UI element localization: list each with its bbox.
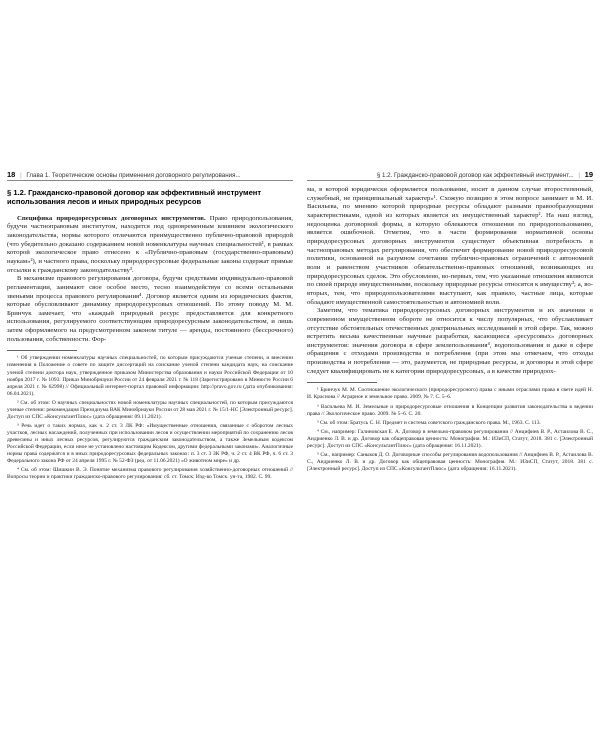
right-running-header: § 1.2. Гражданско-правовой договор как эффективный инструмент... | 19 bbox=[376, 170, 593, 179]
paragraph-text: Заметим, что тематика природоресурсовых договорных инструментов и их значения в современном имущественном обороте не относится к числу популярных, что обуславливает отсутствие обстоятельных отечественных доктринальных исследований в этой сфере. Так, можно встретить весьма качественные научные разработки, касающиеся «ресурсовых» договорных инструментов: значения договора в сфере землепользования⁴, водопользования и даже в сфере обращения с отходами производства и потребления (при этом мы отмечаем, что отходы производства и потребления — это, разумеется, не природные ресурсы, и договоры в этой сфере следует квалифицировать не к категории природоресурсовых, а в качестве природоох- bbox=[307, 307, 593, 375]
left-footnotes bbox=[7, 355, 293, 481]
paragraph-text: Право природопользования, будучи частноправовым институтом, находится под одновременным влиянием экологического законодательства, нормы которого отличаются преимущественно публично-правовой природой (что убедительно доказано содержанием новой номенклатуры научных специальностей¹, в рамках которой экологическое право отнесено к «Публично-правовым (государственно-правовым) наукам»²), и частного права, поскольку природоресурсовые федеральные законы содержат прямые отсылки к гражданскому законодательству³. bbox=[7, 214, 293, 274]
right-footnotes bbox=[307, 387, 593, 473]
footnote: ³ См. об этом: Братусь С. Н. Предмет и система советского гражданского права. М., 1963. С. 113. bbox=[317, 419, 541, 426]
left-footnote-separator bbox=[7, 350, 77, 351]
body-paragraph bbox=[7, 215, 293, 276]
left-page-number: 18 bbox=[7, 170, 16, 179]
right-page-content bbox=[307, 186, 593, 473]
footnote: ⁴ См. об этом: Шишкин В. Э. Понятие механизма правового регулирования хозяйственно-договорных отношений // Вопросы теории и практики гражданско-правового регулирования: сб. ст. Томск: Изд-во Томск. ун-та, 1982. С. 99. bbox=[7, 467, 293, 481]
body-paragraph bbox=[307, 186, 593, 307]
footnote: ¹ Об утверждении номенклатуры научных специальностей, по которым присуждаются ученые степени, и внесении изменения в Положение о совете по защите диссертаций на соискание ученой степени кандидата наук, на соискание ученой степени доктора наук, утвержденное приказом Министерства образования и науки Российской Федерации от 10 ноября 2017 г. № 1093: Приказ Минобрнауки России от 24 февраля 2021 г. № 118 (Зарегистрировано в Минюсте России 6 апреля 2021 г. № 62998) // Официальный интернет-портал правовой информации: http://pravo.gov.ru (дата опубликования: 06.04.2021). bbox=[7, 355, 293, 397]
left-running-header: 18 | Глава 1. Теоретические основы применения договорного регулирования... bbox=[7, 170, 241, 179]
footnote: ² Васильева М. И. Земельные и природоресурсовые отношения в Концепции развития законодательства в ведении права // Экологическое право. 2009. № 5–6. С. 20. bbox=[307, 403, 593, 417]
left-body-text bbox=[7, 215, 293, 345]
right-page-number: 19 bbox=[584, 170, 593, 179]
footnote: ⁵ См., например: Саныков Д. О. Договорные способы регулирования водопользования // Анцифиев В. Р., Астаилова В. С., Андриенко Л. В. и др. Договор как общеправовая ценность: Монография. М.: ИЗиСП, Статут, 2018. 381 с. [Электронный ресурс]. Доступ из СПС «КонсультантПлюс» (дата обращения: 16.11.2021). bbox=[307, 451, 593, 472]
left-header-rule bbox=[7, 180, 293, 181]
footnote: ² См. об этом: О научных специальностях новой номенклатуры научных специальностей, по которым присуждаются ученые степени: рекомендация Президиума ВАК Минобрнауки России от 28 мая 2021 г. № 15/1-НС [Электронный ресурс]. Доступ из СПС «КонсультантПлюс» (дата обращения: 09.11.2021). bbox=[7, 399, 293, 420]
paragraph-lead-in: Специфика природоресурсовых договорных инструментов. bbox=[17, 214, 206, 222]
right-footnote-separator bbox=[307, 382, 377, 383]
right-header-rule bbox=[307, 180, 593, 181]
footnote: ³ Речь идет о таких нормах, как ч. 2 ст. 3 ЛК РФ: «Имущественные отношения, связанные с оборотом лесных участков, лесных насаждений, полученных при использовании лесов и осуществлении мероприятий по сохранению лесов древесины и иных лесных ресурсов, регулируются гражданским законодательством, а также Земельным кодексом Российской Федерации, если иное не установлено настоящим Кодексом, другими федеральными законами». Аналогичные нормы права содержатся и в иных природоресурсовых федеральных законах: п. 3 ст. 3 ЗК РФ, ч. 2 ст. 4 ВК РФ, ч. 6 ст. 3 Федерального закона РФ от 24 апреля 1995 г. № 52-ФЗ (ред. от 11.06.2021) «О животном мире» и др. bbox=[7, 422, 293, 465]
right-body-text bbox=[307, 186, 593, 376]
body-paragraph bbox=[7, 275, 293, 344]
paragraph-text: ма, в которой юридически оформляется пользование, носит в данном случае второстепенный, служебный, не принципиальный характер»¹. Схожую позицию в этом вопросе занимает и М. И. Васильева, по мнению которой природные ресурсы обладают разными правообразующими характеристиками, одной из которых является их имущественный характер². На наш взгляд, недооценка договорной формы, в которую облекаются отношения по природопользованию, является ошибочной. Отметим, что в части формирования нормативной основы природоресурсовых договорных инструментов существует объективная потребность в частноправовых методах регулирования, что обеспечит формирование новой природоресурсовой политики, основанной на разумном сочетании публично-правовых ограничений с автономией воли и равенством участников обязательственно-правовых отношений, возникающих из природоресурсовых сделок. Это обусловлено, во-первых, тем, что указанные отношения являются по своей природе имущественными, поскольку природные ресурсы относятся к имуществу³; а, во-вторых, тем, что природопользователями выступают, как правило, частные лица, которые обладают имущественной самостоятельностью и автономией воли. bbox=[307, 186, 593, 306]
footnote: ⁴ См., например: Галиновская Е. А. Договор в земельно-правовом регулировании // Анцифиев В. Р., Астаилова В. С., Андриенко Л. В. и др. Договор как общеправовая ценность: Монография. М.: ИЗиСП, Статут, 2018. 381 с. [Электронный ресурс]. Доступ из СПС «КонсультантПлюс» (дата обращения: 16.11.2021). bbox=[307, 428, 593, 449]
paragraph-text: В механизме правового регулирования договора, будучи средствами индивидуально-правовой регламентации, занимают свое особое место, тесно взаимодействуя со всеми остальными звеньями процесса правового регулирования⁴. Договор является одним из юридических фактов, которые обусловливают динамику природоресурсовых отношений. По этому поводу М. М. Бринчук замечает, что «каждый природный ресурс предоставляется для конкретного использования, регулируемого соответствующим природоресурсным законодательством, и лишь затем оформляемого на предусмотренном законом титуле — аренды, постоянного (бессрочного) пользования, собственности. Фор- bbox=[7, 275, 293, 343]
right-header-text: § 1.2. Гражданско-правовой договор как эффективный инструмент... bbox=[376, 172, 574, 179]
section-title: § 1.2. Гражданско-правовой договор как эффективный инструмент использования лесов и иных природных ресурсов bbox=[7, 188, 262, 207]
body-paragraph bbox=[307, 307, 593, 376]
footnote: ¹ Бринчук М. М. Соотношение экологического (природоресурсного) права с иными отраслями права в свете идей Н. И. Краснова // Аграрное и земельное право. 2009. № 7. С. 5–6. bbox=[307, 387, 593, 401]
left-header-text: Глава 1. Теоретические основы применения договорного регулирования... bbox=[26, 172, 241, 179]
blank-page-top bbox=[0, 0, 600, 160]
left-page-content bbox=[7, 186, 293, 481]
